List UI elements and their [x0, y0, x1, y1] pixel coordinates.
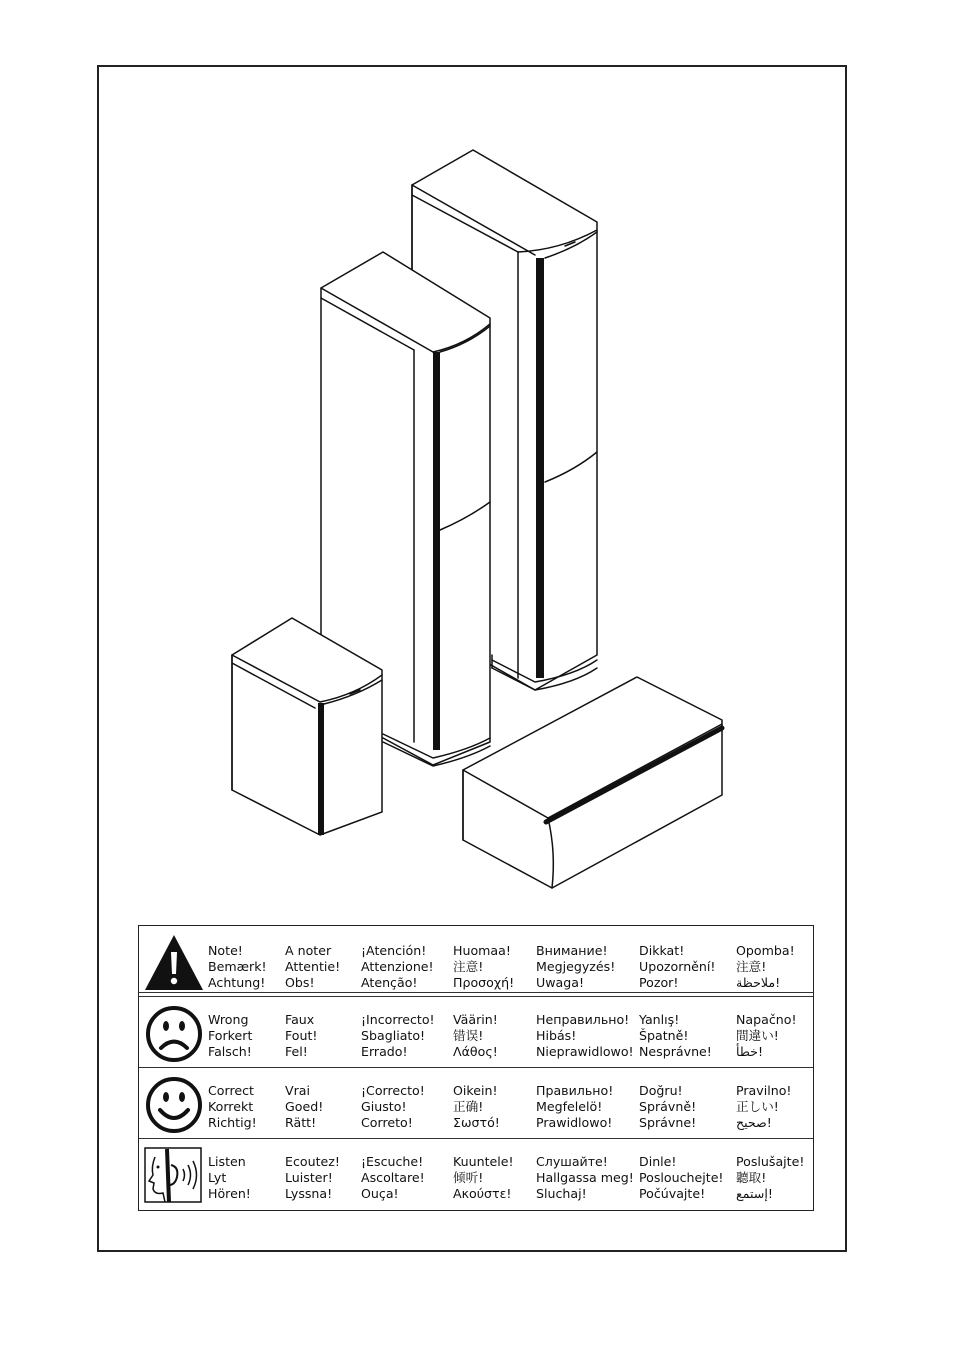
legend-col: Dikkat! Upozornění! Pozor! [639, 943, 716, 990]
legend-col: ¡Escuche! Ascoltare! Ouça! [361, 1154, 425, 1201]
legend-col: Внимание! Megjegyzés! Uwaga! [536, 943, 616, 990]
legend-row-note [139, 926, 813, 994]
legend-col: Vrai Goed! Rätt! [285, 1083, 324, 1130]
legend-col: Correct Korrekt Richtig! [208, 1083, 257, 1130]
legend-col: Doğru! Správně! Správne! [639, 1083, 697, 1130]
happy-face-icon [143, 1074, 205, 1134]
legend-col: Faux Fout! Fel! [285, 1012, 318, 1059]
legend-col: Kuuntele! 倾听! Ακούστε! [453, 1154, 514, 1201]
legend-col: Opomba! 注意! ملاحظة! [736, 943, 795, 990]
legend-col: ¡Atención! Attenzione! Atenção! [361, 943, 434, 990]
legend-col: A noter Attentie! Obs! [285, 943, 341, 990]
legend-col: Poslušajte! 聽取! إستمع! [736, 1154, 805, 1201]
legend-col: Väärin! 错误! Λάθος! [453, 1012, 498, 1059]
legend-col: Note! Bemærk! Achtung! [208, 943, 267, 990]
legend-col: Ecoutez! Luister! Lyssna! [285, 1154, 340, 1201]
legend-col: Oikein! 正确! Σωστό! [453, 1083, 500, 1130]
legend-col: Pravilno! 正しい! صحيح! [736, 1083, 792, 1130]
legend-col: Napačno! 間違い! خطأ! [736, 1012, 797, 1059]
legend-row-listen [139, 1138, 813, 1207]
legend-col: Huomaa! 注意! Προσοχή! [453, 943, 515, 990]
symbol-legend [138, 925, 814, 1211]
warning-triangle-icon [143, 932, 205, 992]
legend-row-correct [139, 1067, 813, 1136]
legend-col: Неправильно! Hibás! Nieprawidlowo! [536, 1012, 634, 1059]
legend-col: Правильно! Megfelelö! Prawidlowo! [536, 1083, 614, 1130]
legend-col: Слушайте! Hallgassa meg! Sluchaj! [536, 1154, 634, 1201]
legend-col: Yanlış! Špatně! Nesprávne! [639, 1012, 712, 1059]
legend-col: Listen Lyt Hören! [208, 1154, 251, 1201]
center-speaker-icon [463, 677, 722, 888]
legend-col: Dinle! Poslouchejte! Počúvajte! [639, 1154, 724, 1201]
listening-ear-icon [143, 1145, 205, 1205]
legend-col: ¡Incorrecto! Sbagliato! Errado! [361, 1012, 435, 1059]
legend-col: ¡Correcto! Giusto! Correto! [361, 1083, 425, 1130]
legend-col: Wrong Forkert Falsch! [208, 1012, 253, 1059]
legend-row-wrong [139, 996, 813, 1065]
sad-face-icon [143, 1003, 205, 1063]
